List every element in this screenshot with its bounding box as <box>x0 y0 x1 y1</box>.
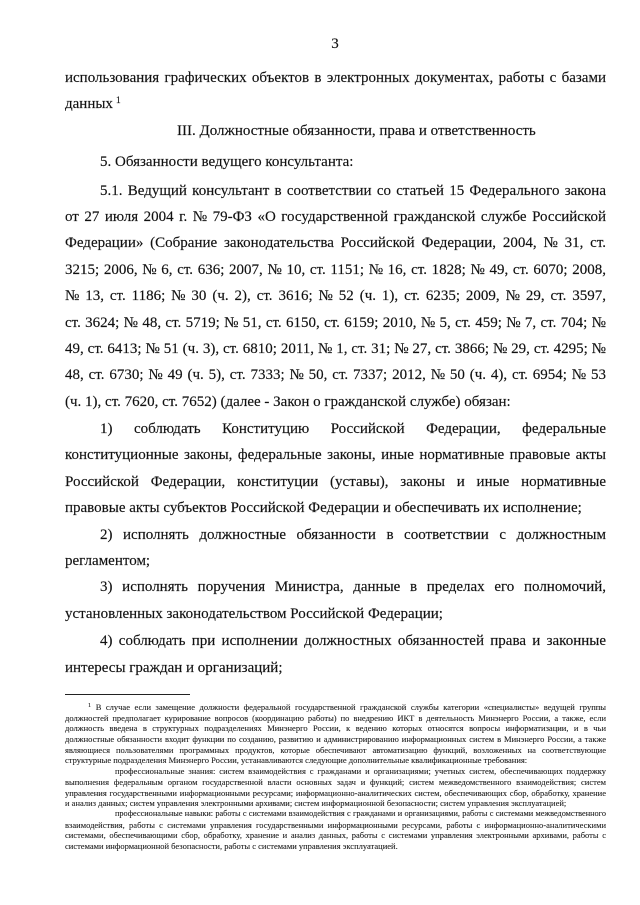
footnote-line: выполнения федеральным органом государственной власти основных задач и функций; систем межведомственного взаимодействия; систем <box>65 776 606 787</box>
paragraph-line: 3215; 2006, № 6, ст. 636; 2007, № 10, ст. 1151; № 16, ст. 1828; № 49, ст. 6070; 2008, <box>65 261 606 278</box>
page-number: 3 <box>331 36 339 52</box>
footnote-line: управления государственными информационными ресурсами; информационно-аналитических систем, обеспечивающих сбор, обработку, хранение <box>65 787 606 798</box>
paragraph-line: от 27 июля 2004 г. № 79-ФЗ «О государственной гражданской службе Российской <box>65 208 606 225</box>
footnote-marker: 1 <box>88 702 92 710</box>
duty-2 <box>65 522 606 575</box>
footnote-line: должностные обязанности входит функции по созданию, развитию и администрированию информационных систем в Минэнерго России, а также <box>65 734 606 745</box>
footnote-line: должностей предполагает курирование вопросов (координацию работы) по внедрению ИКТ в деятельность Минэнерго России, а также, если <box>65 712 606 723</box>
duty-line: правовые акты субъектов Российской Федерации и обеспечивать их исполнение; <box>65 500 582 517</box>
item-heading: 5. Обязанности ведущего консультанта: <box>100 154 354 171</box>
duty-line: 2) исполнять должностные обязанности в соответствии с должностным <box>100 526 606 543</box>
paragraph-line: 49, ст. 6413; № 51 (ч. 3), ст. 6810; 2011, № 1, ст. 31; № 27, ст. 3866; № 29, ст. 4295; № <box>65 340 606 357</box>
duty-1 <box>65 416 606 522</box>
footnote-line: структурные подразделения Минэнерго России, устанавливаются следующие дополнительные квалификационные требования: <box>65 755 528 766</box>
paragraph-line: ст. 3624; № 48, ст. 5719; № 51, ст. 6150, ст. 6159; 2010, № 5, ст. 459; № 7, ст. 704; № <box>65 314 606 331</box>
section-heading: III. Должностные обязанности, права и ответственность <box>177 122 536 139</box>
footnote-line <box>65 702 606 713</box>
duty-line: регламентом; <box>65 553 151 570</box>
duty-line: 3) исполнять поручения Министра, данные в пределах его полномочий, <box>100 579 606 596</box>
footnote-line: профессиональные знания: систем взаимодействия с гражданами и организациями; учетных систем, обеспечивающих поддержку <box>115 766 606 777</box>
paragraph-line: (ч. 1), ст. 7620, ст. 7652) (далее - Закон о гражданской службе) обязан: <box>65 393 511 410</box>
paragraph-line: № 13, ст. 1186; № 30 (ч. 2), ст. 3616; № 52 (ч. 1), ст. 6235; 2009, № 29, ст. 3597, <box>65 288 606 305</box>
footnote-text: В случае если замещение должности федеральной государственной гражданской службы категории «специалисты» ведущей группы <box>95 702 607 712</box>
continuation-line <box>65 91 606 117</box>
footnote-separator <box>65 694 190 695</box>
duty-line: 1) соблюдать Конституцию Российской Федерации, федеральные <box>100 421 606 438</box>
continuation-line: использования графических объектов в электронных документах, работы с базами <box>65 70 606 86</box>
duty-line: 4) соблюдать при исполнении должностных обязанностей права и законные <box>100 633 606 650</box>
footnote-line: системами информационной безопасности, работы с системами управления эксплуатацией. <box>65 840 398 851</box>
footnote <box>65 702 606 852</box>
duty-4 <box>65 628 606 681</box>
paragraph-line: Федерации» (Собрание законодательства Российской Федерации, 2004, № 31, ст. <box>65 235 606 252</box>
footnote-reference: 1 <box>115 96 121 107</box>
footnote-line: и анализ данных; систем управления электронными архивами; систем информационной безопасности; систем управления эксплуатацией; <box>65 798 567 809</box>
continuation-text: данных <box>65 96 113 113</box>
document-body <box>65 65 606 681</box>
duty-3 <box>65 574 606 627</box>
duty-line: конституционные законы, федеральные законы, иные нормативные правовые акты <box>65 447 606 464</box>
footnote-line: системами, обеспечивающими сбор, обработку, хранение и анализ данных, работы с системами управления электронными архивами, работы с <box>65 830 606 841</box>
footnote-line: профессиональные навыки: работы с системами взаимодействия с гражданами и организациями, работы с системами межведомственного <box>115 808 606 818</box>
footnote-line: должность введена в структурных подразделениях Минэнерго России, к ведению которых относятся вопросы информатизации, и в чьи <box>65 723 606 734</box>
footnote-line: взаимодействия, работы с системами управления государственными информационными ресурсами, работы с информационно-аналитическими <box>65 819 606 830</box>
paragraph-line: 5.1. Ведущий консультант в соответствии со статьей 15 Федерального закона <box>100 182 606 199</box>
footnote-line: являющиеся пользователями программных продуктов, которые обеспечивают автоматизацию функций, возложенных на соответствующие <box>65 744 606 755</box>
paragraph-line: 48, ст. 6730; № 49 (ч. 5), ст. 7333; № 50, ст. 7337; 2012, № 50 (ч. 4), ст. 6954; № 53 <box>65 367 606 384</box>
duty-line: установленных законодательством Российской Федерации; <box>65 605 443 622</box>
duty-line: интересы граждан и организаций; <box>65 659 283 676</box>
paragraph-5-1 <box>65 178 606 416</box>
duty-line: Российской Федерации, конституции (уставы), законы и иные нормативные <box>65 473 606 490</box>
